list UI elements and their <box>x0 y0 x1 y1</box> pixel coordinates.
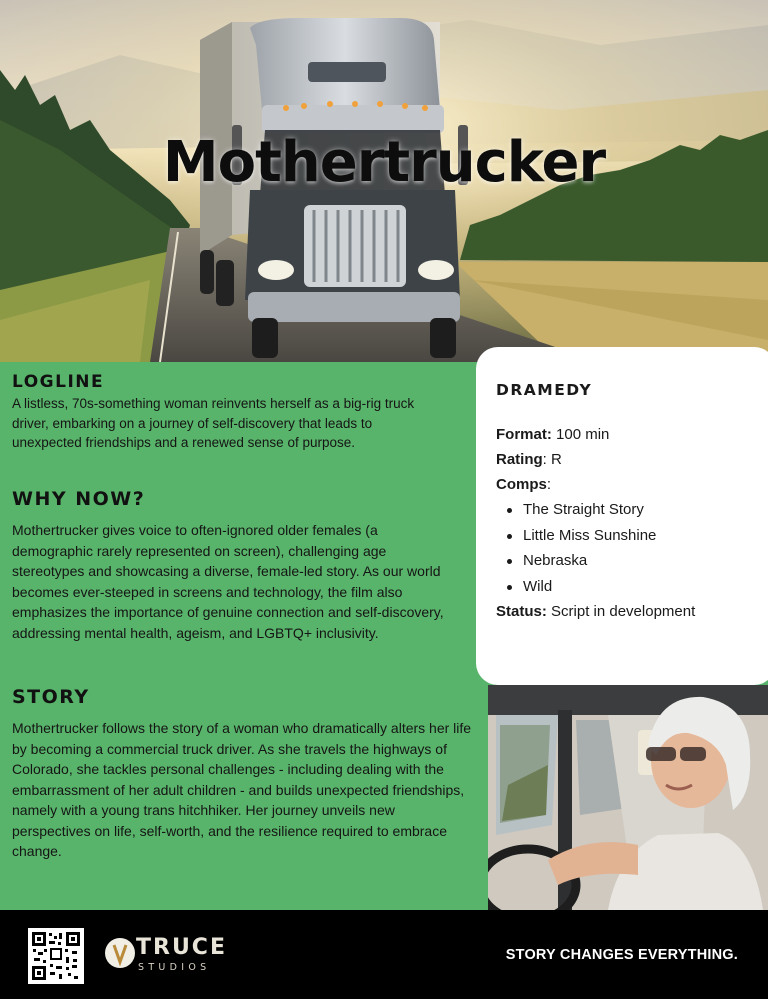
logline-section <box>12 372 452 453</box>
logo-subtitle: STUDIOS <box>138 962 211 973</box>
genre-label: DRAMEDY <box>496 381 593 399</box>
logline-heading: LOGLINE <box>12 372 105 392</box>
logo-wordmark: TRUCE <box>136 935 227 960</box>
hero-image <box>0 0 768 362</box>
comps-row <box>496 472 766 497</box>
format-value: 100 min <box>556 426 610 443</box>
logline-text: A listless, 70s-something woman reinvents herself as a big-rig truck driver, embarking on a journey of self-discovery that leads to unexpected friendships and a renewed sense of purpose. <box>12 396 415 450</box>
film-metadata <box>496 422 766 624</box>
format-row <box>496 422 766 447</box>
list-item: Wild <box>505 574 766 600</box>
story-heading: STORY <box>12 686 90 708</box>
why-now-heading: WHY NOW? <box>12 488 146 510</box>
woman-driving-illustration <box>488 685 768 910</box>
rating-value: R <box>551 451 562 468</box>
rating-separator: : <box>542 451 547 468</box>
comps-separator: : <box>546 476 552 493</box>
story-section <box>12 686 476 862</box>
film-title: Mothertrucker <box>162 130 606 195</box>
list-item: The Straight Story <box>505 497 766 523</box>
driver-photo <box>488 685 768 910</box>
rating-label: Rating <box>496 451 543 468</box>
qr-code-icon[interactable] <box>28 928 84 984</box>
story-text: Mothertrucker follows the story of a woman who dramatically alters her life by becoming a commercial truck driver. As she travels the highways of Colorado, she tackles personal challenges - including dealing with the embarrassment of her adult children - and builds unexpected friendships, namely with a young trans hitchhiker. Her journey unveils new perspectives on life, self-worth, and the resilience required to embrace change. <box>12 720 472 859</box>
logo-mark-icon <box>105 938 135 968</box>
info-card <box>476 347 768 685</box>
comps-label: Comps <box>496 476 547 493</box>
tagline: STORY CHANGES EVERYTHING. <box>505 947 738 963</box>
footer <box>0 910 768 999</box>
why-now-section <box>12 488 462 643</box>
rating-row <box>496 447 766 472</box>
status-row <box>496 599 766 624</box>
format-label: Format: <box>496 426 552 443</box>
list-item: Nebraska <box>505 548 766 574</box>
status-label: Status: <box>496 603 547 620</box>
list-item: Little Miss Sunshine <box>505 523 766 549</box>
status-value: Script in development <box>551 603 696 620</box>
comps-list <box>496 497 766 599</box>
why-now-text: Mothertrucker gives voice to often-ignored older females (a demographic rarely represented on screen), challenging age stereotypes and showcasing a diverse, female-led story. As our world becomes ever-steeped in screens and technology, the film also emphasizes the importance of genuine connection and self-discovery, addressing mental health, ageism, and LGBTQ+ inclusivity. <box>12 522 444 641</box>
qr-code-pattern <box>32 932 80 980</box>
truce-studios-logo[interactable] <box>105 933 245 977</box>
